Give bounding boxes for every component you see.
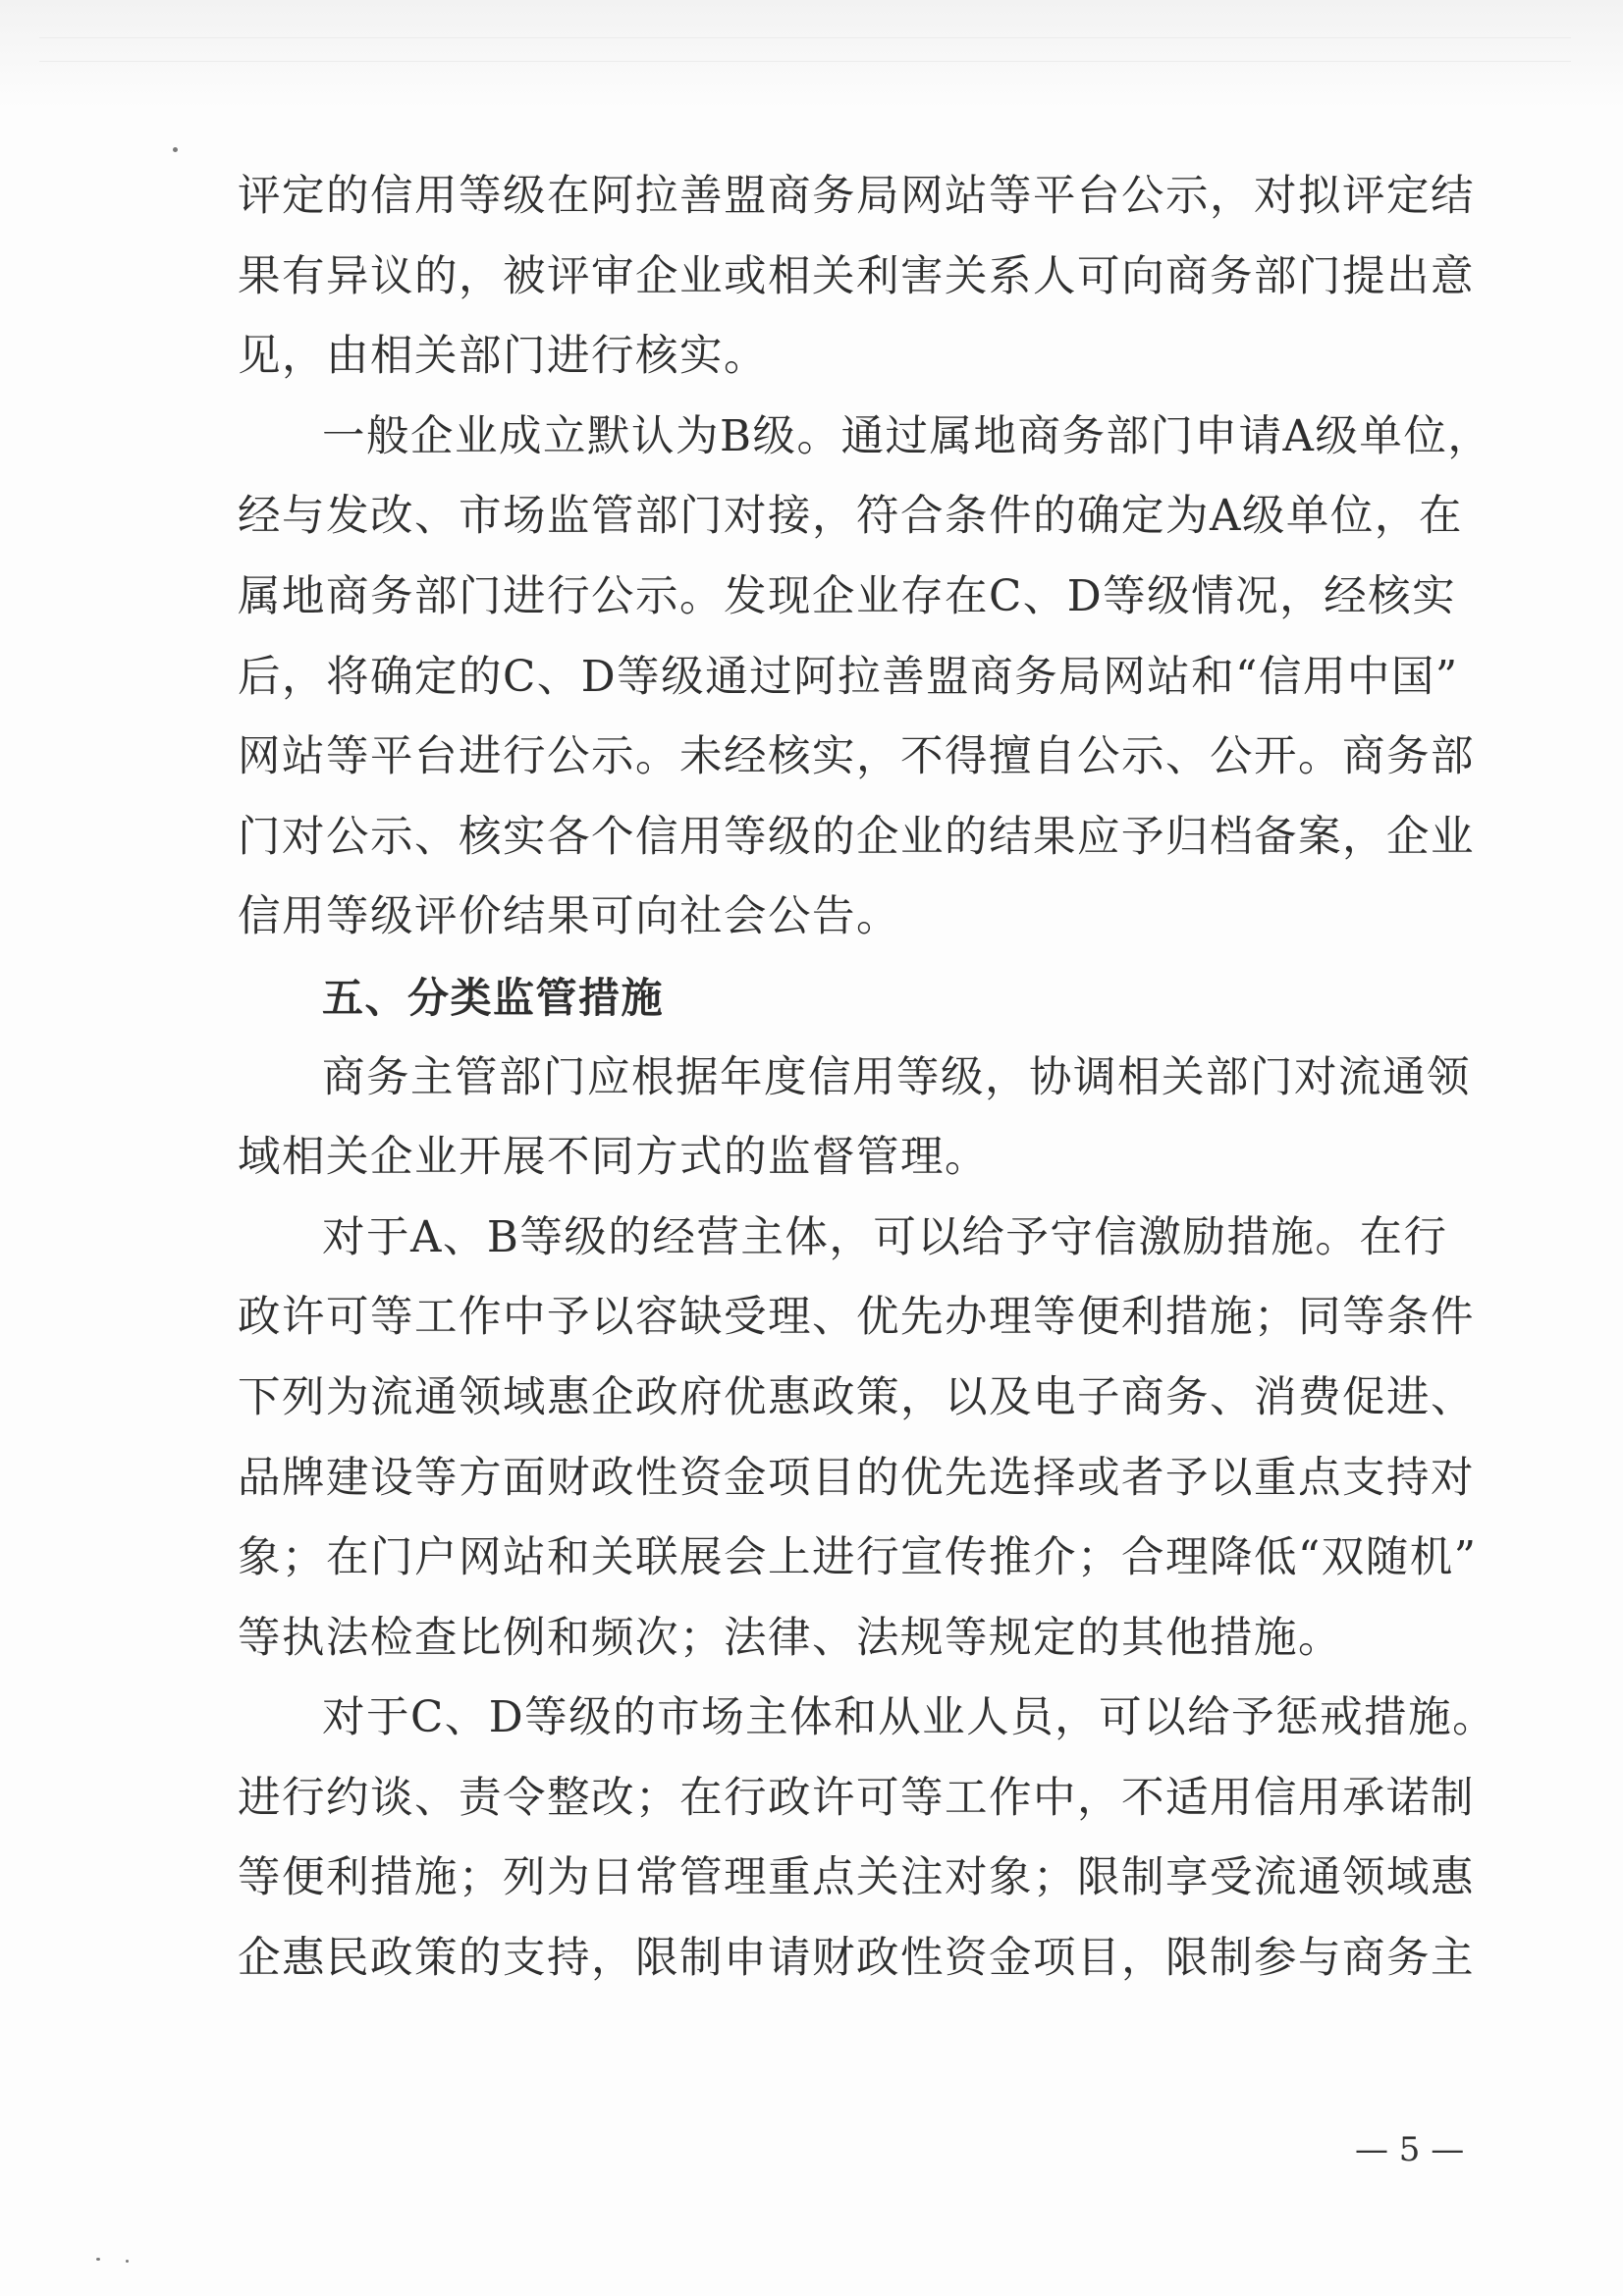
paragraph xyxy=(238,157,1475,398)
text-line: 企惠民政策的支持，限制申请财政性资金项目，限制参与商务主 xyxy=(238,1934,1475,1984)
scan-shadow xyxy=(0,0,1623,108)
text-line: 见，由相关部门进行核实。 xyxy=(238,332,768,382)
text-line: 下列为流通领域惠企政府优惠政策，以及电子商务、消费促进、 xyxy=(238,1372,1475,1422)
paragraph xyxy=(238,1679,1497,1999)
text-line: 后，将确定的C、D等级通过阿拉善盟商务局网站和“信用中国” xyxy=(238,652,1459,702)
scan-artifact-line xyxy=(39,61,1571,62)
text-line: 对于C、D等级的市场主体和从业人员，可以给予惩戒措施。 xyxy=(322,1693,1497,1743)
document-body xyxy=(238,157,1497,2000)
text-line: 对于A、B等级的经营主体，可以给予守信激励措施。在行 xyxy=(322,1212,1448,1262)
text-line: 进行约谈、责令整改；在行政许可等工作中，不适用信用承诺制 xyxy=(238,1773,1475,1823)
scan-speck xyxy=(173,147,178,152)
text-line: 等执法检查比例和频次；法律、法规等规定的其他措施。 xyxy=(238,1613,1342,1663)
text-line: 政许可等工作中予以容缺受理、优先办理等便利措施；同等条件 xyxy=(238,1293,1475,1343)
text-line: 域相关企业开展不同方式的监督管理。 xyxy=(238,1133,989,1183)
text-line: 网站等平台进行公示。未经核实，不得擅自公示、公开。商务部 xyxy=(238,732,1475,782)
text-line: 经与发改、市场监管部门对接，符合条件的确定为A级单位，在 xyxy=(238,492,1463,542)
paragraph xyxy=(238,1039,1471,1199)
text-line: 信用等级评价结果可向社会公告。 xyxy=(238,892,900,942)
paragraph xyxy=(238,398,1492,958)
text-line: 果有异议的，被评审企业或相关利害关系人可向商务部门提出意 xyxy=(238,251,1475,301)
text-line: 商务主管部门应根据年度信用等级，协调相关部门对流通领 xyxy=(322,1052,1471,1102)
paragraph xyxy=(238,1199,1478,1680)
text-line: 品牌建设等方面财政性资金项目的优先选择或者予以重点支持对 xyxy=(238,1453,1475,1503)
text-line: 评定的信用等级在阿拉善盟商务局网站等平台公示，对拟评定结 xyxy=(238,172,1475,221)
scan-speck xyxy=(126,2260,129,2263)
section-heading: 五、分类监管措施 xyxy=(322,973,665,1022)
text-line: 象；在门户网站和关联展会上进行宣传推介；合理降低“双随机” xyxy=(238,1533,1478,1583)
text-line: 门对公示、核实各个信用等级的企业的结果应予归档备案，企业 xyxy=(238,812,1475,862)
text-line: 等便利措施；列为日常管理重点关注对象；限制享受流通领域惠 xyxy=(238,1853,1475,1903)
page-number: — 5 — xyxy=(1355,2130,1465,2169)
text-line: 属地商务部门进行公示。发现企业存在C、D等级情况，经核实 xyxy=(238,571,1457,621)
scan-artifact-line xyxy=(39,37,1571,38)
text-line: 一般企业成立默认为B级。通过属地商务部门申请A级单位， xyxy=(322,411,1492,461)
scan-speck xyxy=(96,2258,100,2261)
